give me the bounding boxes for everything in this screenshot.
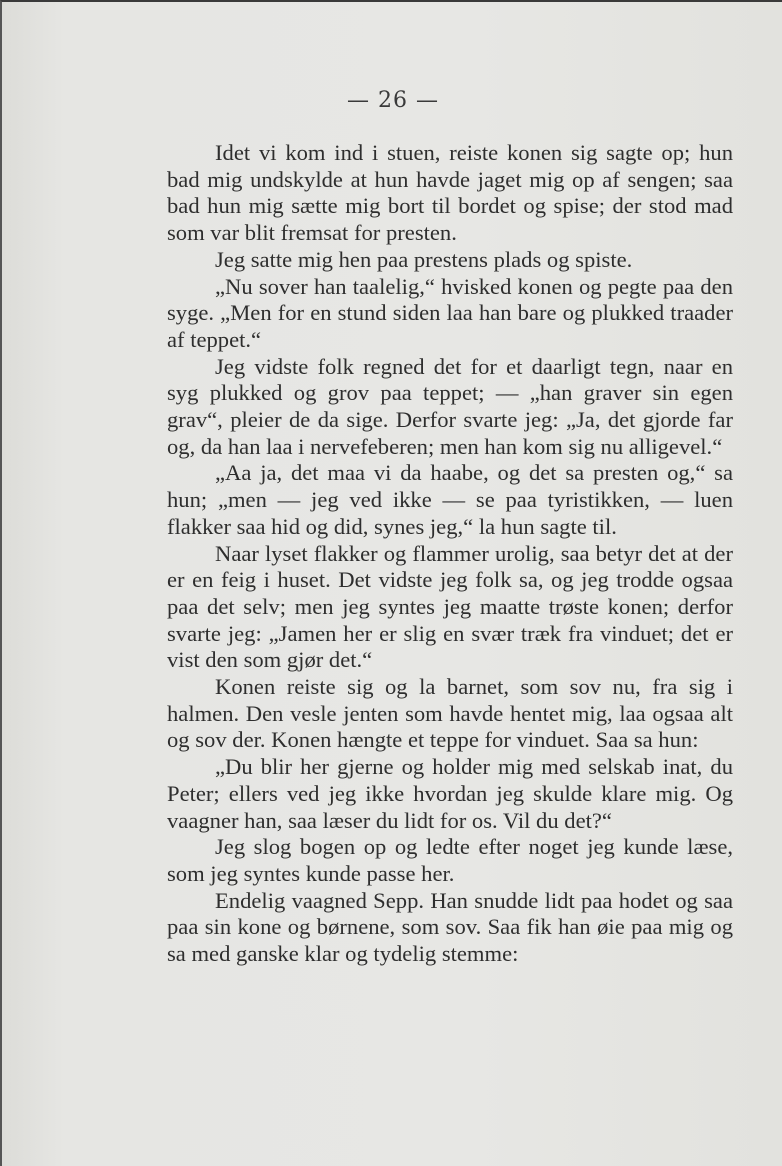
paragraph: „Nu sover han taalelig,“ hvisked konen og pegte paa den syge. „Men for en stund siden laa han bare og plukked traader af teppet.“ [167, 273, 733, 352]
paragraph: Jeg slog bogen op og ledte efter noget jeg kunde læse, som jeg syntes kunde passe her. [167, 834, 733, 886]
paragraph: Jeg vidste folk regned det for et daarligt tegn, naar en syg plukked og grov paa teppet; — „han graver sin egen grav“, pleier de da sige. Derfor svarte jeg: „Ja, det gjorde far og, da han laa i nervefeberen; men han kom sig nu alligevel.“ [167, 353, 733, 459]
paragraph: Jeg satte mig hen paa prestens plads og spiste. [215, 246, 633, 272]
paragraph: Naar lyset flakker og flammer urolig, saa betyr det at der er en feig i huset. Det vidste jeg folk sa, og jeg trodde ogsaa paa det selv; men jeg syntes jeg maatte trøste konen; derfor svarte jeg: „Jamen her er slig en svær træk fra vinduet; det er vist den som gjør det.“ [167, 540, 733, 673]
paragraph: „Du blir her gjerne og holder mig med selskab inat, du Peter; ellers ved jeg ikke hvordan jeg skulde klare mig. Og vaagner han, saa læser du lidt for os. Vil du det?“ [167, 754, 733, 833]
paragraph: Idet vi kom ind i stuen, reiste konen sig sagte op; hun bad mig undskylde at hun havde jaget mig op af sengen; saa bad hun mig sætte mig bort til bordet og spise; der stod mad som var blit fremsat for presten. [167, 140, 733, 246]
paragraph: „Aa ja, det maa vi da haabe, og det sa presten og,“ sa hun; „men — jeg ved ikke — se paa tyristikken, — luen flakker saa hid og did, synes jeg,“ la hun sagte til. [167, 460, 733, 539]
paragraph: Konen reiste sig og la barnet, som sov nu, fra sig i halmen. Den vesle jenten som havde hentet mig, laa ogsaa alt og sov der. Konen hængte et teppe for vinduet. Saa sa hun: [167, 674, 733, 753]
page-number: — 26 — [347, 88, 439, 113]
paragraph: Endelig vaagned Sepp. Han snudde lidt paa hodet og saa paa sin kone og børnene, som sov. Saa fik han øie paa mig og sa med ganske klar og tydelig stemme: [167, 887, 733, 967]
body-text [167, 140, 733, 968]
